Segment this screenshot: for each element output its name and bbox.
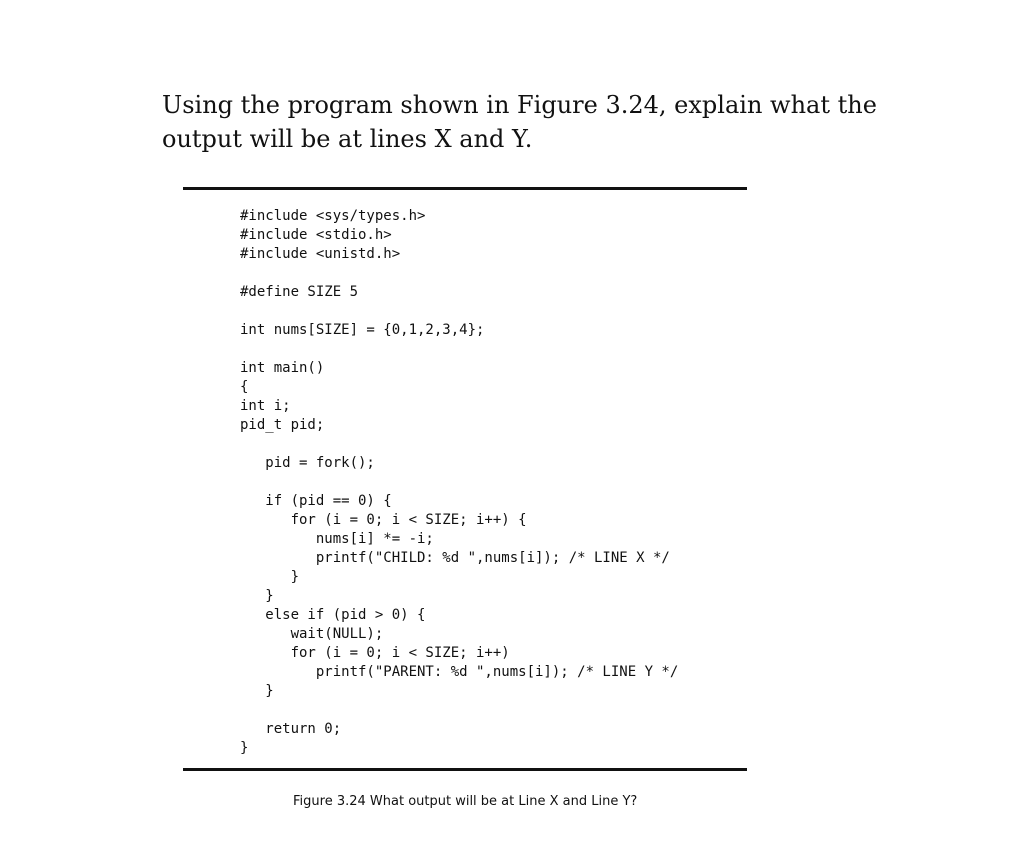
figure-caption: Figure 3.24 What output will be at Line X and Line Y? bbox=[293, 794, 638, 809]
code-line: #include <sys/types.h> bbox=[240, 208, 426, 224]
code-line: for (i = 0; i < SIZE; i++) { bbox=[240, 512, 527, 528]
code-line: int i; bbox=[240, 398, 291, 414]
code-line: printf("PARENT: %d ",nums[i]); /* LINE Y */ bbox=[240, 664, 679, 680]
code-line: pid = fork(); bbox=[240, 455, 375, 471]
code-line: int nums[SIZE] = {0,1,2,3,4}; bbox=[240, 322, 485, 338]
question-text: Using the program shown in Figure 3.24, explain what the output will be at lines X and Y. bbox=[162, 91, 877, 153]
code-line: #include <stdio.h> bbox=[240, 227, 392, 243]
code-line: wait(NULL); bbox=[240, 626, 384, 642]
code-listing bbox=[240, 207, 678, 758]
top-divider bbox=[183, 187, 747, 190]
code-line: } bbox=[240, 569, 300, 585]
code-line: for (i = 0; i < SIZE; i++) bbox=[240, 645, 510, 661]
code-line: { bbox=[240, 379, 249, 395]
code-line: return 0; bbox=[240, 721, 342, 737]
code-line: int main() bbox=[240, 360, 325, 376]
code-line: } bbox=[240, 683, 274, 699]
code-line: } bbox=[240, 588, 274, 604]
code-line: printf("CHILD: %d ",nums[i]); /* LINE X */ bbox=[240, 550, 670, 566]
code-line: pid_t pid; bbox=[240, 417, 325, 433]
code-line: else if (pid > 0) { bbox=[240, 607, 426, 623]
code-line: nums[i] *= -i; bbox=[240, 531, 434, 547]
code-line: #define SIZE 5 bbox=[240, 284, 359, 300]
code-line: } bbox=[240, 740, 249, 756]
code-line: if (pid == 0) { bbox=[240, 493, 392, 509]
code-line: #include <unistd.h> bbox=[240, 246, 401, 262]
bottom-divider bbox=[183, 768, 747, 771]
